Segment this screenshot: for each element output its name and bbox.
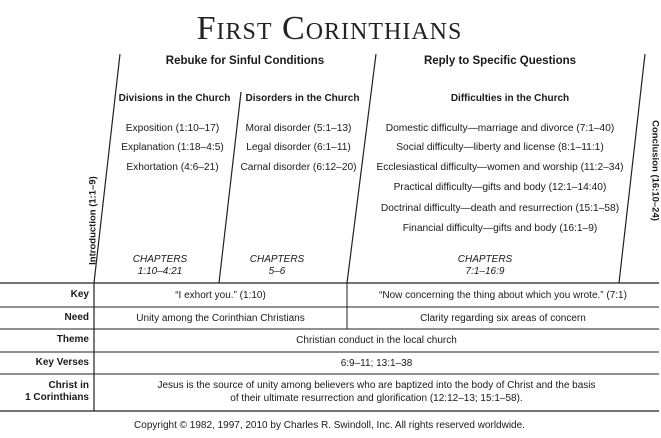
key-left-cell: “I exhort you.” (1:10) [175, 290, 266, 301]
disorders-item: Moral disorder (5:1–13) [245, 123, 352, 134]
need-right-cell: Clarity regarding six areas of concern [420, 313, 586, 324]
disorders-item: Legal disorder (6:1–11) [246, 142, 351, 153]
disorders-heading: Disorders in the Church [245, 93, 360, 104]
divisions-item: Exposition (1:10–17) [125, 123, 220, 134]
difficulties-item: Ecclesiastical difficulty—women and worship (11:2–34) [376, 162, 624, 173]
christ-row-label: Christ in 1 Corinthians [25, 380, 89, 403]
introduction-label: Introduction (1:1–9) [87, 176, 99, 265]
key-verses-row-label: Key Verses [35, 357, 89, 368]
christ-cell: Jesus is the source of unity among believers who are baptized into the body of Christ and the basis of their ultimate resurrection and glorification (12:12–13; 15:1–58). [157, 380, 596, 404]
page-title: First Corinthians [196, 10, 463, 47]
divisions-heading: Divisions in the Church [118, 93, 231, 104]
copyright-notice: Copyright © 1982, 1997, 2010 by Charles R. Swindoll, Inc. All rights reserved worldwide. [134, 420, 525, 431]
divisions-item: Exhortation (4:6–21) [126, 162, 219, 173]
difficulties-item: Financial difficulty—gifts and body (16:1–9) [402, 223, 598, 234]
key-right-cell: “Now concerning the thing about which you wrote.” (7:1) [379, 290, 627, 301]
key-verses-cell: 6:9–11; 13:1–38 [340, 358, 413, 369]
section-rebuke-heading: Rebuke for Sinful Conditions [165, 55, 325, 67]
conclusion-label: Conclusion (16:10–24) [649, 120, 661, 221]
disorders-chapters: CHAPTERS 5–6 [249, 254, 305, 277]
difficulties-item: Social difficulty—liberty and license (8:1–11:1) [396, 142, 604, 153]
need-left-cell: Unity among the Corinthian Christians [136, 313, 305, 324]
key-row-label: Key [70, 289, 89, 300]
difficulties-item: Domestic difficulty—marriage and divorce (7:1–40) [385, 123, 615, 134]
section-reply-heading: Reply to Specific Questions [423, 55, 577, 67]
theme-cell: Christian conduct in the local church [296, 335, 457, 346]
disorders-item: Carnal disorder (6:12–20) [240, 162, 357, 173]
difficulties-chapters: CHAPTERS 7:1–16:9 [457, 254, 513, 277]
divisions-item: Explanation (1:18–4:5) [121, 142, 224, 153]
difficulties-item: Doctrinal difficulty—death and resurrection (15:1–58) [380, 203, 620, 214]
difficulties-item: Practical difficulty—gifts and body (12:1–14:40) [393, 182, 607, 193]
divisions-chapters: CHAPTERS 1:10–4:21 [132, 254, 188, 277]
difficulties-heading: Difficulties in the Church [450, 93, 570, 104]
need-row-label: Need [64, 312, 89, 323]
theme-row-label: Theme [56, 334, 89, 345]
